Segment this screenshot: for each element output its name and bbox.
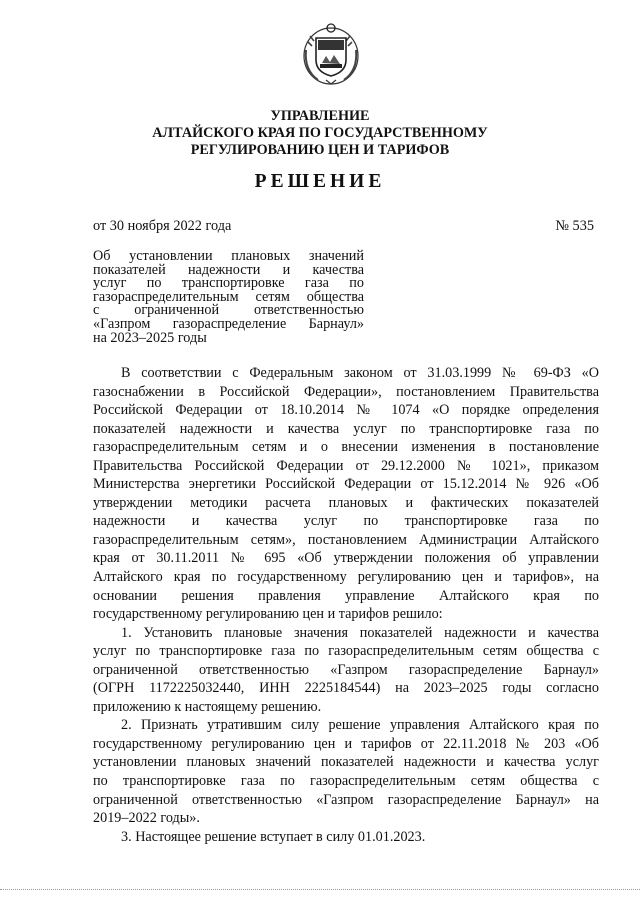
- body-line: Алтайского края по государственному регулированию цен и тарифов», на: [93, 569, 599, 586]
- body-line: газораспределительным сетям», постановлением Администрации Алтайского: [93, 531, 599, 548]
- authority-line: РЕГУЛИРОВАНИЮ ЦЕН И ТАРИФОВ: [190, 142, 450, 158]
- subject-line: Об установлении плановых значений: [93, 248, 364, 264]
- body-line: 2019–2022 годы».: [93, 810, 200, 827]
- body-line: услуг по транспортировке газа по газораспределительным сетям общества с: [93, 643, 599, 660]
- subject-line: газораспределительным сетям общества: [93, 288, 364, 305]
- subject-line: на 2023–2025 годы: [93, 329, 207, 346]
- document-body: [93, 364, 599, 846]
- body-line: Российской Федерации от 18.10.2014 № 1074 «О порядке определения: [93, 402, 599, 419]
- body-line: установлении плановых значений показателей надежности и качества услуг: [93, 754, 599, 771]
- authority-line: АЛТАЙСКОГО КРАЯ ПО ГОСУДАРСТВЕННОМУ: [152, 125, 488, 141]
- document-date: от 30 ноября 2022 года: [93, 218, 232, 234]
- body-line: надежности и качества услуг по транспортировке газа по: [93, 513, 599, 530]
- body-line: утверждении методики расчета плановых и фактических показателей: [93, 494, 599, 511]
- document-subject: [93, 250, 364, 345]
- body-line: по транспортировке газа по газораспределительным сетям общества с: [93, 773, 599, 790]
- body-line: Правительства Российской Федерации от 29.12.2000 № 1021», приказом: [93, 457, 599, 474]
- subject-line: услуг по транспортировке газа по: [93, 275, 364, 292]
- issuing-authority: [0, 108, 640, 159]
- body-line: (ОГРН 1172225032440, ИНН 2225184544) на 2023–2025 годы согласно: [93, 680, 599, 697]
- body-line: Министерства энергетики Российской Федерации от 15.12.2014 № 926 «Об: [93, 476, 599, 493]
- body-line: 2. Признать утратившим силу решение управления Алтайского края по: [121, 717, 599, 734]
- subject-line: показателей надежности и качества: [93, 261, 364, 278]
- coat-of-arms-icon: [298, 20, 364, 86]
- body-line: края от 30.11.2011 № 695 «Об утверждении положения об управлении: [93, 550, 599, 567]
- body-line: В соответствии с Федеральным законом от 31.03.1999 № 69-ФЗ «О: [121, 365, 599, 381]
- body-line: государственному регулированию цен и тарифов от 22.11.2018 № 203 «Об: [93, 735, 599, 752]
- document-type-heading: РЕШЕНИЕ: [254, 171, 386, 192]
- body-line: приложению к настоящему решению.: [93, 698, 322, 715]
- body-line: газораспределительным сетям и о внесении изменения в постановление: [93, 439, 599, 456]
- body-line: газоснабжении в Российской Федерации», постановлением Правительства: [93, 383, 599, 400]
- body-line: государственному регулированию цен и тарифов решило:: [93, 606, 443, 623]
- body-line: ограниченной ответственностью «Газпром газораспределение Барнаул» на: [93, 791, 599, 808]
- body-line: ограниченной ответственностью «Газпром газораспределение Барнаул»: [93, 661, 599, 678]
- page-bottom-divider: [0, 889, 640, 890]
- body-line: 1. Установить плановые значения показателей надежности и качества: [121, 624, 599, 641]
- subject-line: с ограниченной ответственностью: [93, 302, 364, 319]
- subject-line: «Газпром газораспределение Барнаул»: [93, 315, 364, 332]
- body-line: 3. Настоящее решение вступает в силу 01.01.2023.: [121, 828, 426, 845]
- body-line: показателей надежности и качества услуг по транспортировке газа по: [93, 420, 599, 437]
- body-line: основании решения правления управление Алтайского края по: [93, 587, 599, 604]
- document-number: № 535: [555, 218, 594, 234]
- authority-line: УПРАВЛЕНИЕ: [270, 108, 370, 124]
